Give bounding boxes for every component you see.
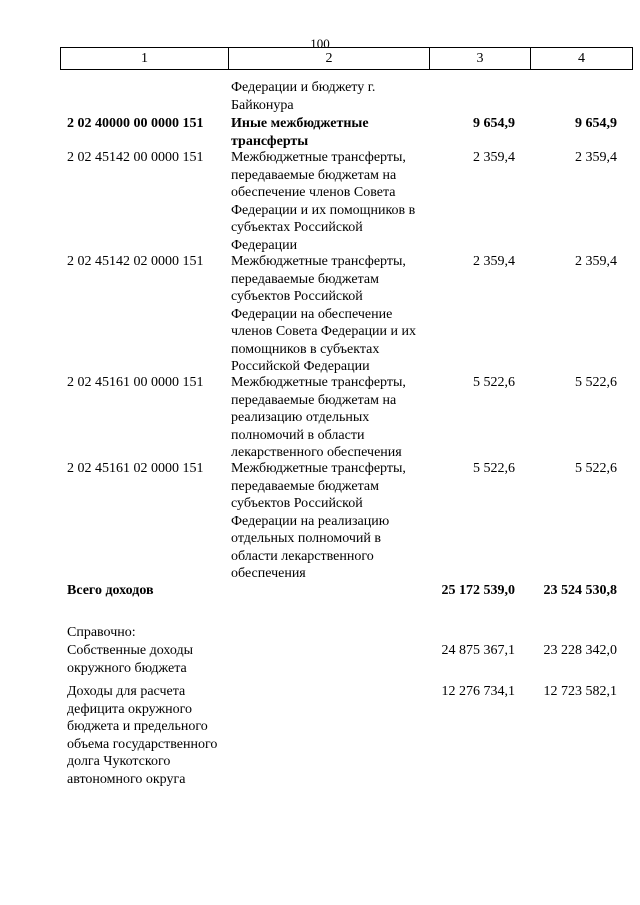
row-value-col4: 5 522,6 — [575, 461, 617, 476]
reference-label: Собственные доходы окружного бюджета — [67, 643, 194, 676]
row-name: Межбюджетные трансферты, передаваемые бюджетам на реализацию отдельных полномочий в области лекарственного обеспечения — [231, 375, 406, 460]
row-code: 2 02 40000 00 0000 151 — [67, 116, 204, 131]
row-value-col4: 2 359,4 — [575, 254, 617, 269]
page-number: 100 — [310, 36, 330, 51]
column-header-1: 1 — [61, 48, 229, 70]
row-value-col3: 5 522,6 — [473, 461, 515, 476]
row-value-col3: 2 359,4 — [473, 254, 515, 269]
reference-value-col4: 23 228 342,0 — [543, 643, 617, 658]
row-value-col4: 5 522,6 — [575, 375, 617, 390]
total-value-col4: 23 524 530,8 — [543, 583, 617, 598]
row-code: 2 02 45161 00 0000 151 — [67, 375, 204, 390]
reference-heading: Справочно: — [67, 625, 136, 640]
continuation-text: Федерации и бюджету г. Байконура — [231, 80, 376, 113]
column-header-table — [60, 47, 633, 70]
total-label: Всего доходов — [67, 583, 154, 598]
reference-value-col4: 12 723 582,1 — [543, 684, 617, 699]
reference-value-col3: 12 276 734,1 — [441, 684, 515, 699]
row-code: 2 02 45142 02 0000 151 — [67, 254, 204, 269]
row-value-col3: 9 654,9 — [473, 116, 515, 131]
row-value-col4: 2 359,4 — [575, 150, 617, 165]
column-header-2: 2 — [229, 48, 430, 70]
row-name: Иные межбюджетные трансферты — [231, 116, 369, 149]
total-value-col3: 25 172 539,0 — [441, 583, 515, 598]
row-value-col3: 2 359,4 — [473, 150, 515, 165]
row-code: 2 02 45161 02 0000 151 — [67, 461, 204, 476]
column-header-3: 3 — [430, 48, 531, 70]
row-name: Межбюджетные трансферты, передаваемые бюджетам на обеспечение членов Совета Федерации и их помощников в субъектах Российской Федерации — [231, 150, 416, 253]
row-value-col4: 9 654,9 — [575, 116, 617, 131]
row-code: 2 02 45142 00 0000 151 — [67, 150, 204, 165]
column-header-4: 4 — [531, 48, 633, 70]
row-name: Межбюджетные трансферты, передаваемые бюджетам субъектов Российской Федерации на реализацию отдельных полномочий в области лекарственного обеспечения — [231, 461, 406, 581]
reference-label: Доходы для расчета дефицита окружного бюджета и предельного объема государственного долга Чукотского автономного округа — [67, 684, 218, 787]
reference-value-col3: 24 875 367,1 — [441, 643, 515, 658]
row-value-col3: 5 522,6 — [473, 375, 515, 390]
row-name: Межбюджетные трансферты, передаваемые бюджетам субъектов Российской Федерации на обеспечение членов Совета Федерации и их помощников в субъектах Российской Федерации — [231, 254, 417, 374]
